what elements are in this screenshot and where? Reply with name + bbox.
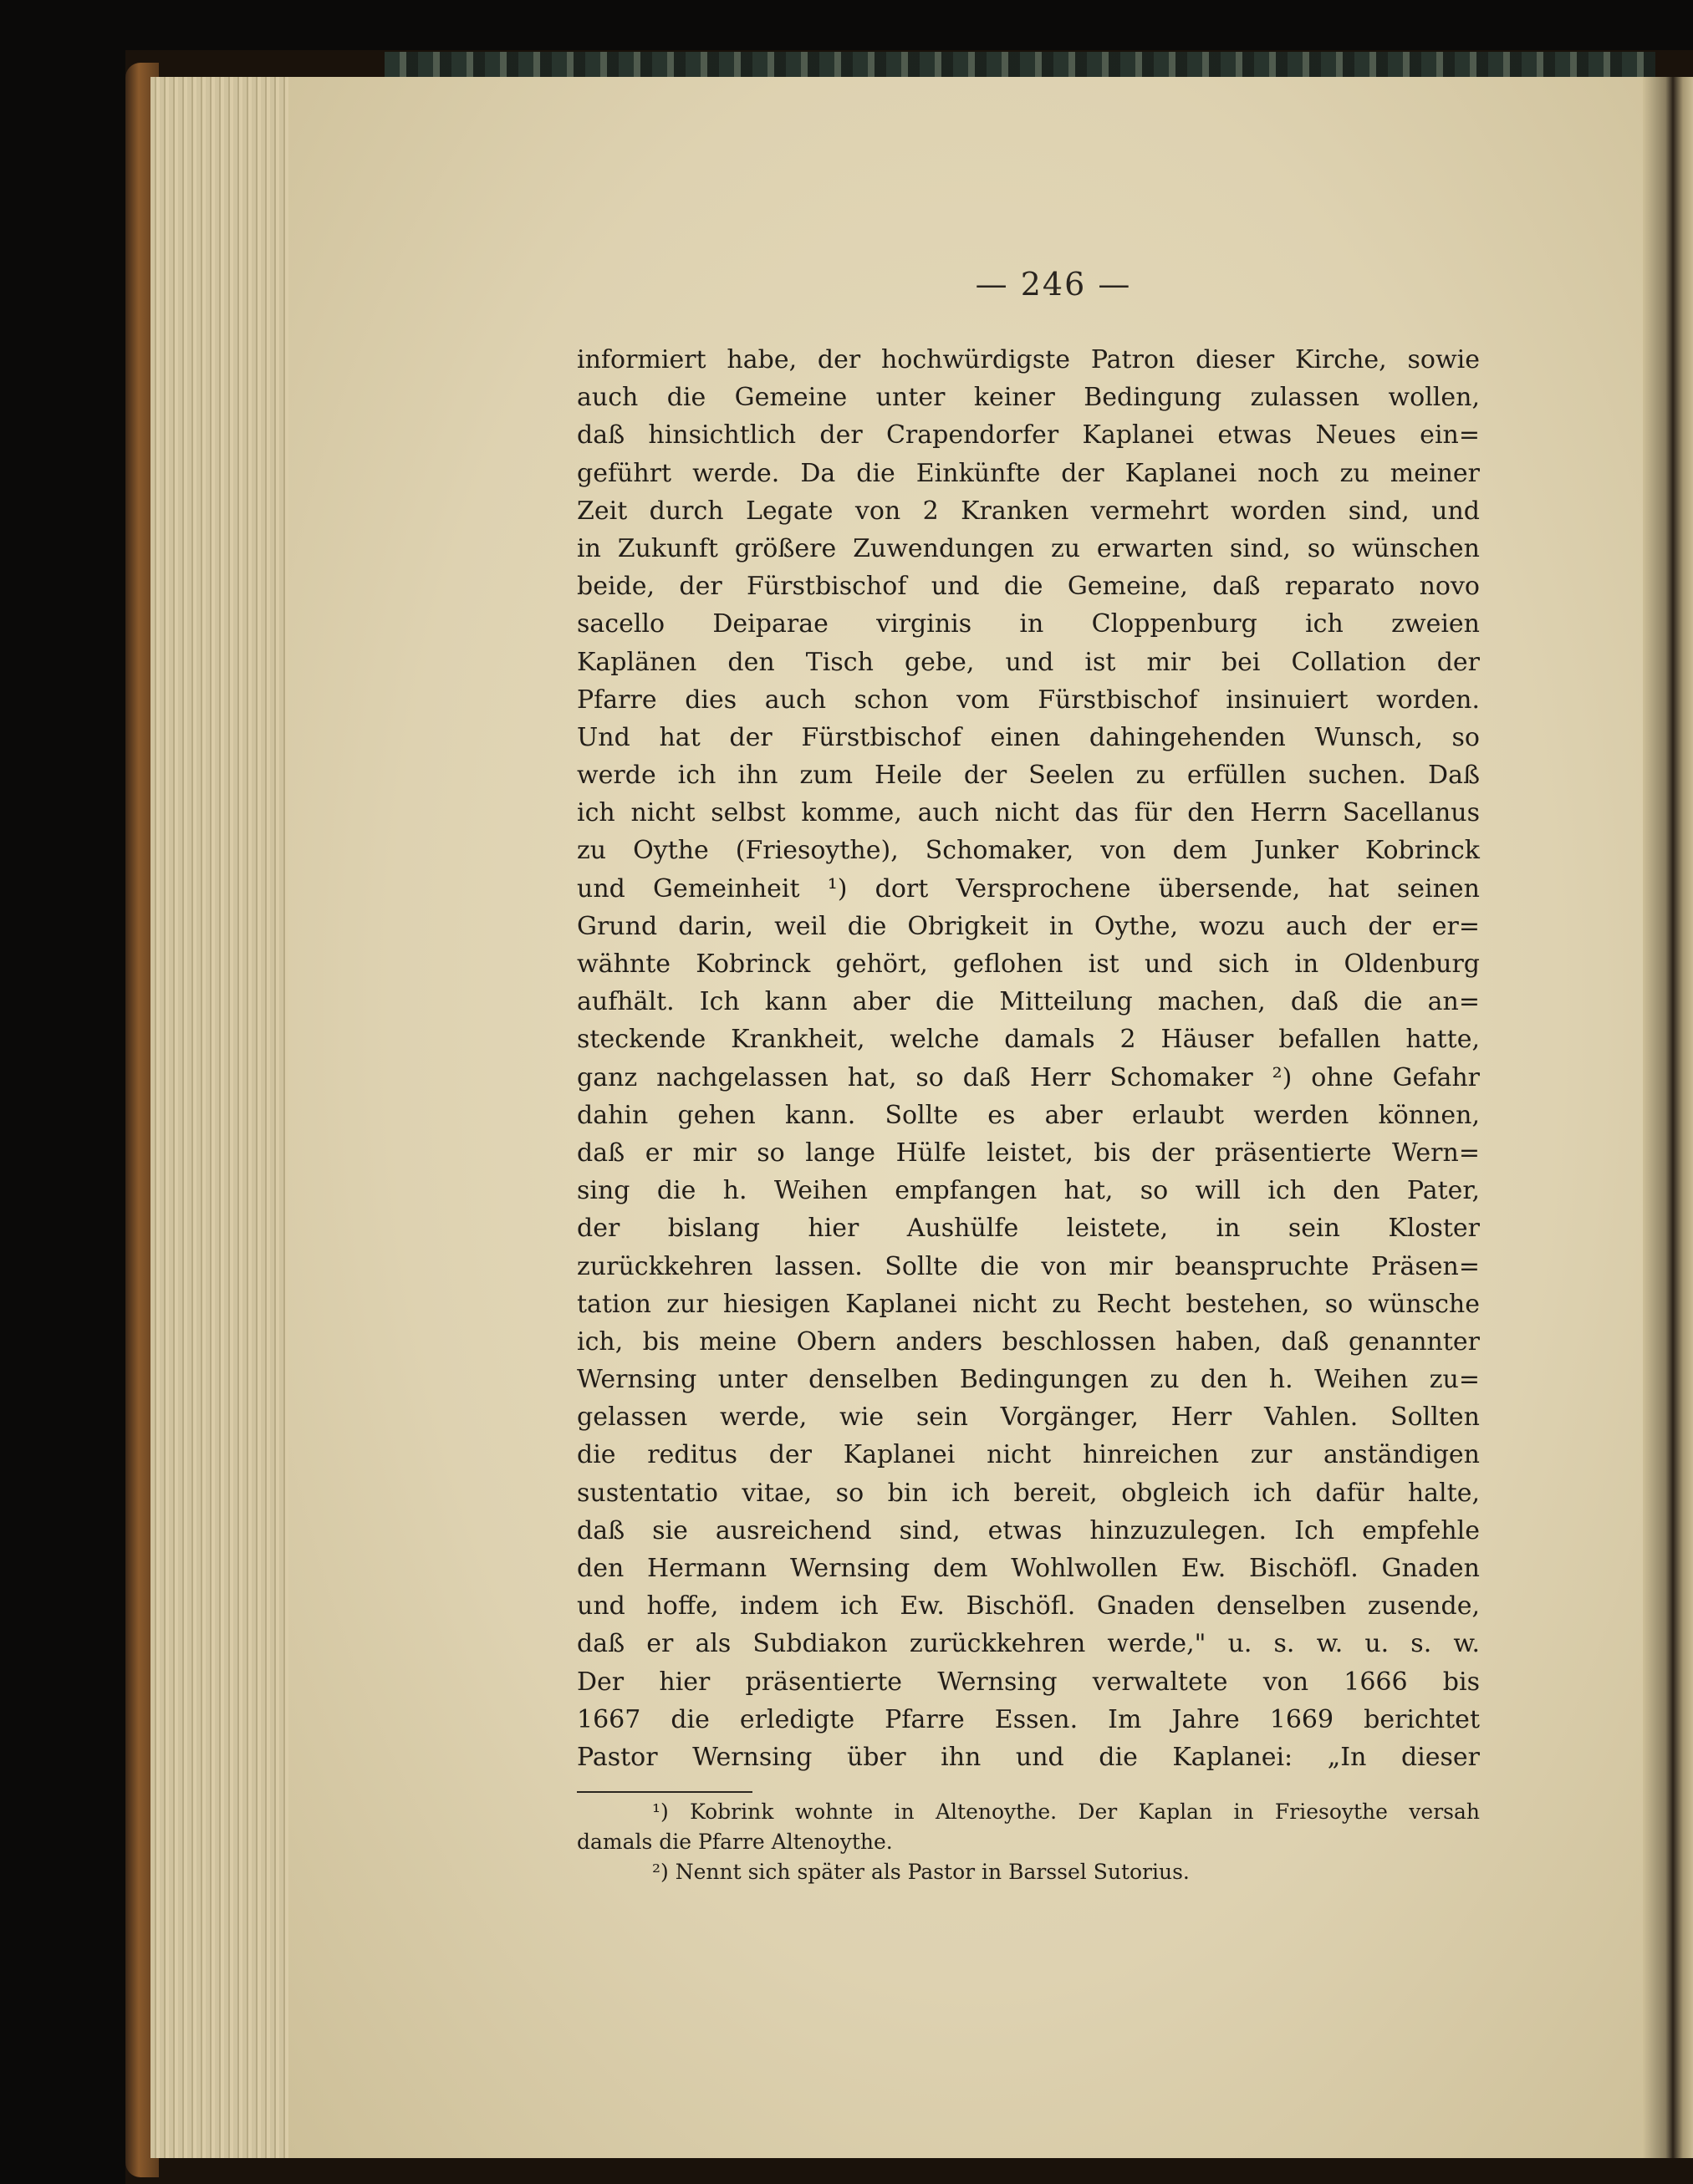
- text-line: dahin gehen kann. Sollte es aber erlaubt werden können,: [577, 1100, 1480, 1130]
- text-line: Pastor Wernsing über ihn und die Kaplanei: „In dieser: [577, 1742, 1480, 1772]
- footnotes: [577, 1797, 1480, 1887]
- text-line: gelassen werde, wie sein Vorgänger, Herr Vahlen. Sollten: [577, 1403, 1480, 1433]
- text-line: zurückkehren lassen. Sollte die von mir beanspruchte Präsen=: [577, 1251, 1480, 1281]
- text-line: Zeit durch Legate von 2 Kranken vermehrt worden sind, und: [577, 496, 1480, 526]
- text-line: daß er als Subdiakon zurückkehren werde," u. s. w. u. s. w.: [577, 1629, 1480, 1659]
- text-line: sustentatio vitae, so bin ich bereit, obgleich ich dafür halte,: [577, 1478, 1480, 1508]
- text-line: tation zur hiesigen Kaplanei nicht zu Recht bestehen, so wünsche: [577, 1289, 1480, 1319]
- text-line: wähnte Kobrinck gehört, geflohen ist und sich in Oldenburg: [577, 949, 1480, 979]
- footnote-rule: [577, 1791, 752, 1793]
- text-line: der bislang hier Aushülfe leistete, in sein Kloster: [577, 1214, 1480, 1244]
- text-line: Und hat der Fürstbischof einen dahingehenden Wunsch, so: [577, 722, 1480, 752]
- text-line: daß er mir so lange Hülfe leistet, bis der präsentierte Wern=: [577, 1138, 1480, 1168]
- text-line: den Hermann Wernsing dem Wohlwollen Ew. Bischöfl. Gnaden: [577, 1554, 1480, 1583]
- text-line: Grund darin, weil die Obrigkeit in Oythe, wozu auch der er=: [577, 911, 1480, 941]
- text-line: und Gemeinheit ¹) dort Versprochene übersende, hat seinen: [577, 873, 1480, 904]
- text-line: sacello Deiparae virginis in Cloppenburg ich zweien: [577, 609, 1480, 639]
- page-number: — 246 —: [975, 266, 1132, 303]
- text-line: beide, der Fürstbischof und die Gemeine, daß reparato novo: [577, 572, 1480, 602]
- text-line: zu Oythe (Friesoythe), Schomaker, von dem Junker Kobrinck: [577, 836, 1480, 866]
- text-line: ich, bis meine Obern anders beschlossen haben, daß genannter: [577, 1326, 1480, 1357]
- text-line: steckende Krankheit, welche damals 2 Häuser befallen hatte,: [577, 1025, 1480, 1055]
- text-line: Wernsing unter denselben Bedingungen zu den h. Weihen zu=: [577, 1365, 1480, 1395]
- text-line: daß hinsichtlich der Crapendorfer Kaplanei etwas Neues ein=: [577, 420, 1480, 451]
- text-line: 1667 die erledigte Pfarre Essen. Im Jahre 1669 berichtet: [577, 1704, 1480, 1734]
- gutter: [1643, 77, 1693, 2158]
- text-line: und hoffe, indem ich Ew. Bischöfl. Gnaden denselben zusende,: [577, 1591, 1480, 1621]
- text-line: aufhält. Ich kann aber die Mitteilung machen, daß die an=: [577, 987, 1480, 1017]
- text-line: ganz nachgelassen hat, so daß Herr Schomaker ²) ohne Gefahr: [577, 1062, 1480, 1092]
- text-line: daß sie ausreichend sind, etwas hinzuzulegen. Ich empfehle: [577, 1515, 1480, 1545]
- footnote-line: ¹) Kobrink wohnte in Altenoythe. Der Kaplan in Friesoythe versah: [652, 1800, 1480, 1824]
- text-line: Pfarre dies auch schon vom Fürstbischof insinuiert worden.: [577, 685, 1480, 715]
- body-text: [577, 341, 1480, 1776]
- text-line: Der hier präsentierte Wernsing verwaltete von 1666 bis: [577, 1667, 1480, 1697]
- page-edges: [150, 77, 301, 2158]
- text-line: werde ich ihn zum Heile der Seelen zu erfüllen suchen. Daß: [577, 761, 1480, 791]
- footnote-line: ²) Nennt sich später als Pastor in Barssel Sutorius.: [652, 1860, 1190, 1884]
- text-line: geführt werde. Da die Einkünfte der Kaplanei noch zu meiner: [577, 458, 1480, 488]
- text-line: ich nicht selbst komme, auch nicht das für den Herrn Sacellanus: [577, 798, 1480, 828]
- text-line: informiert habe, der hochwürdigste Patron dieser Kirche, sowie: [577, 345, 1480, 374]
- footnote-line: damals die Pfarre Altenoythe.: [577, 1830, 893, 1854]
- text-line: sing die h. Weihen empfangen hat, so will ich den Pater,: [577, 1176, 1480, 1206]
- text-line: in Zukunft größere Zuwendungen zu erwarten sind, so wünschen: [577, 533, 1480, 563]
- text-line: Kaplänen den Tisch gebe, und ist mir bei Collation der: [577, 647, 1480, 677]
- text-line: die reditus der Kaplanei nicht hinreichen zur anständigen: [577, 1440, 1480, 1470]
- text-line: auch die Gemeine unter keiner Bedingung zulassen wollen,: [577, 383, 1480, 413]
